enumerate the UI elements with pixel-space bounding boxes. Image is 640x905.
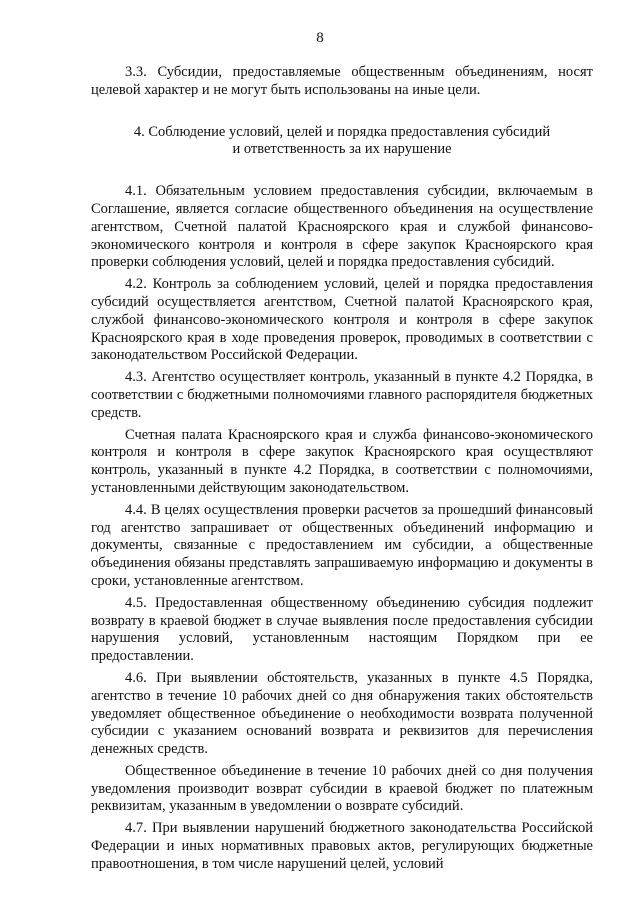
page-number: 8 [316,30,324,46]
document-body [91,64,593,874]
paragraph-3-3: 3.3. Субсидии, предоставляемые общественным объединениям, носят целевой характер и не могут быть использованы на иные цели. [91,64,593,98]
paragraph-4-6-continued: Общественное объединение в течение 10 рабочих дней со дня получения уведомления производит возврат субсидии в краевой бюджет по платежным реквизитам, указанным в уведомлении о возврате субсидий. [91,762,593,815]
paragraph-4-6: 4.6. При выявлении обстоятельств, указанных в пункте 4.5 Порядка, агентство в течение 10 рабочих дней со дня обнаружения таких обстоятельств уведомляет общественное объединение о необходимости возврата полученной субсидии с указанием оснований возврата и реквизитов для перечисления денежных средств. [91,669,593,758]
paragraph-4-4: 4.4. В целях осуществления проверки расчетов за прошедший финансовый год агентство запрашивает от общественных объединений информацию и документы, связанные с предоставлением им субсидии, а общественные объединения обязаны представлять запрашиваемую информацию и документы в сроки, установленные агентством. [91,501,593,589]
paragraph-4-1: 4.1. Обязательным условием предоставления субсидии, включаемым в Соглашение, является согласие общественного объединения на осуществление агентством, Счетной палатой Красноярского края и службой финансово-экономического контроля и контроля в сфере закупок Красноярского края проверки соблюдения условий, целей и порядка предоставления субсидий. [91,183,593,271]
section-heading [91,124,593,160]
paragraph-4-3-continued: Счетная палата Красноярского края и служба финансово-экономического контроля и контроля в сфере закупок Красноярского края осуществляют контроль, указанный в пункте 4.2 Порядка, в соответствии с полномочиями, установленными действующим законодательством. [91,426,593,496]
section-heading-line-2: и ответственность за их нарушение [232,141,452,158]
section-heading-line-1: 4. Соблюдение условий, целей и порядка предоставления субсидий [133,123,551,140]
paragraph-4-7: 4.7. При выявлении нарушений бюджетного законодательства Российской Федерации и иных нормативных правовых актов, регулирующих бюджетные правоотношения, в том числе нарушений целей, условий [91,820,593,872]
paragraph-4-5: 4.5. Предоставленная общественному объединению субсидия подлежит возврату в краевой бюджет в случае выявления после предоставления субсидии нарушения условий, установленным настоящим Порядком при ее предоставлении. [91,594,593,665]
paragraph-4-3: 4.3. Агентство осуществляет контроль, указанный в пункте 4.2 Порядка, в соответствии с бюджетными полномочиями главного распорядителя бюджетных средств. [91,369,593,421]
paragraph-4-2: 4.2. Контроль за соблюдением условий, целей и порядка предоставления субсидий осуществляется агентством, Счетной палатой Красноярского края, службой финансово-экономического контроля и контроля в сфере закупок Красноярского края в ходе проведения проверок, проводимых в соответствии с законодательством Российской Федерации. [91,276,593,364]
